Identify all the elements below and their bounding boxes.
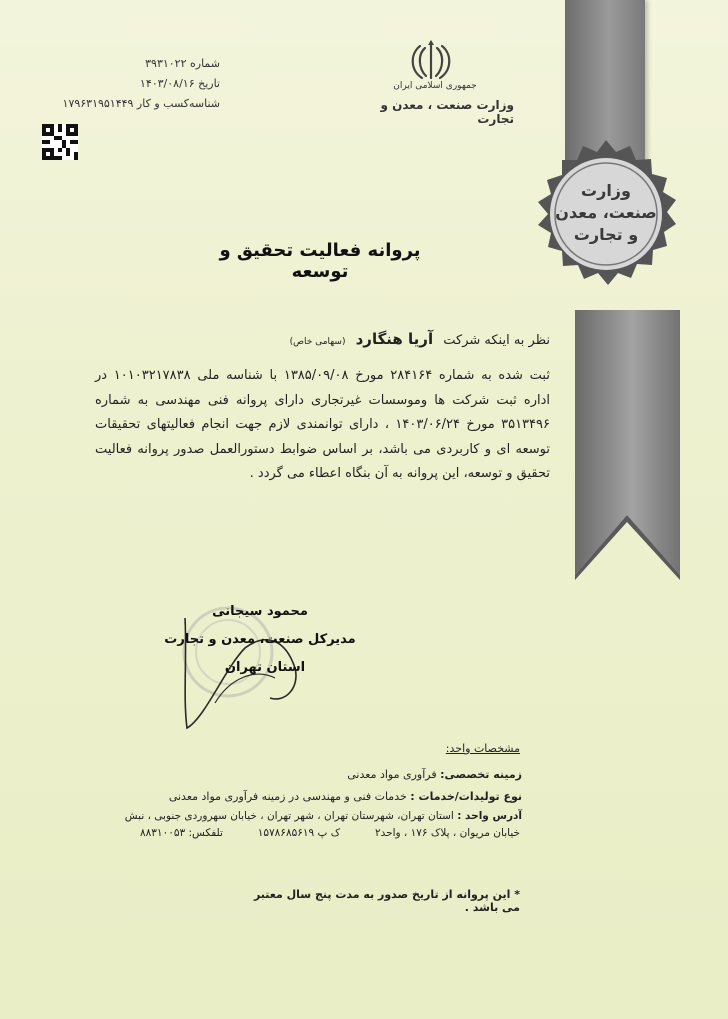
spec-address-label: آدرس واحد : xyxy=(457,810,522,822)
seal-text xyxy=(554,172,658,254)
spec-products-value: خدمات فنی و مهندسی در زمینه فرآوری مواد معدنی xyxy=(168,790,407,803)
spec-products-label: نوع تولیدات/خدمات : xyxy=(410,790,522,803)
spec-address-line2 xyxy=(140,827,520,839)
spec-address xyxy=(125,810,522,822)
license-body: ثبت شده به شماره ۲۸۴۱۶۴ مورخ ۱۳۸۵/۰۹/۰۸ با شناسه ملی ۱۰۱۰۳۲۱۷۸۳۸ در اداره ثبت شرکت ها وموسسات غیرتجاری دارای پروانه فنی مهندسی به شماره ۳۵۱۳۴۹۶ مورخ ۱۴۰۳/۰۶/۲۴ ، دارای توانمندی لازم جهت انجام فعالیتهای تحقیقات توسعه ای و کاربردی می باشد، بر اساس ضوابط دستورالعمل صدور پروانه فعالیت تحقیق و توسعه، این پروانه به آن بنگاه اعطاء می گردد . xyxy=(95,368,550,481)
intro-line xyxy=(250,330,550,348)
ministry-name: وزارت صنعت ، معدن و تجارت xyxy=(380,98,514,126)
spec-products xyxy=(169,790,522,803)
iran-emblem-icon xyxy=(408,38,454,82)
letter-number: شماره ۳۹۳۱۰۲۲ xyxy=(145,57,220,70)
company-type: (سهامی خاص) xyxy=(289,337,346,347)
letter-date: تاریخ ۱۴۰۳/۰۸/۱۶ xyxy=(139,77,220,90)
spec-field-value: فرآوری مواد معدنی xyxy=(347,768,437,781)
signatory-name: محمود سیجانی xyxy=(212,604,308,619)
signatory-position: مدیرکل صنعت، معدن و تجارت xyxy=(164,632,356,647)
specs-heading: مشخصات واحد: xyxy=(445,742,520,755)
business-id: شناسه‌کسب و کار ۱۷۹۶۳۱۹۵۱۴۴۹ xyxy=(62,97,220,110)
address-line2: خیابان مریوان ، پلاک ۱۷۶ ، واحد۲ xyxy=(374,827,520,839)
spec-field xyxy=(347,768,522,781)
postal-code: ک پ ۱۵۷۸۶۸۵۶۱۹ xyxy=(257,827,341,839)
signature-block xyxy=(160,598,360,738)
intro-prefix: نظر به اینکه شرکت xyxy=(443,333,550,348)
seal-line-1: وزارت xyxy=(581,181,631,200)
spec-address-value: استان تهران، شهرستان تهران ، شهر تهران ، خیابان سهروردی جنوبی ، نبش xyxy=(124,810,454,822)
phone-fax: تلفکس: ۸۸۳۱۰۰۵۳ xyxy=(140,827,223,839)
company-name: آریا هنگارد xyxy=(355,330,434,348)
seal-line-3: و تجارت xyxy=(573,225,639,244)
ribbon-tail xyxy=(570,310,680,580)
republic-label: جمهوری اسلامی ایران xyxy=(393,81,477,91)
document-title: پروانه فعالیت تحقیق و توسعه xyxy=(219,240,421,282)
spec-field-label: زمینه تخصصی: xyxy=(440,768,522,781)
qr-code-icon xyxy=(42,124,78,160)
letter-meta xyxy=(40,54,220,114)
seal-line-2: صنعت، معدن xyxy=(555,203,657,222)
signatory-province: استان تهران xyxy=(224,660,306,675)
validity-note: * این پروانه از تاریخ صدور به مدت پنج سال معتبر می باشد . xyxy=(253,888,520,914)
